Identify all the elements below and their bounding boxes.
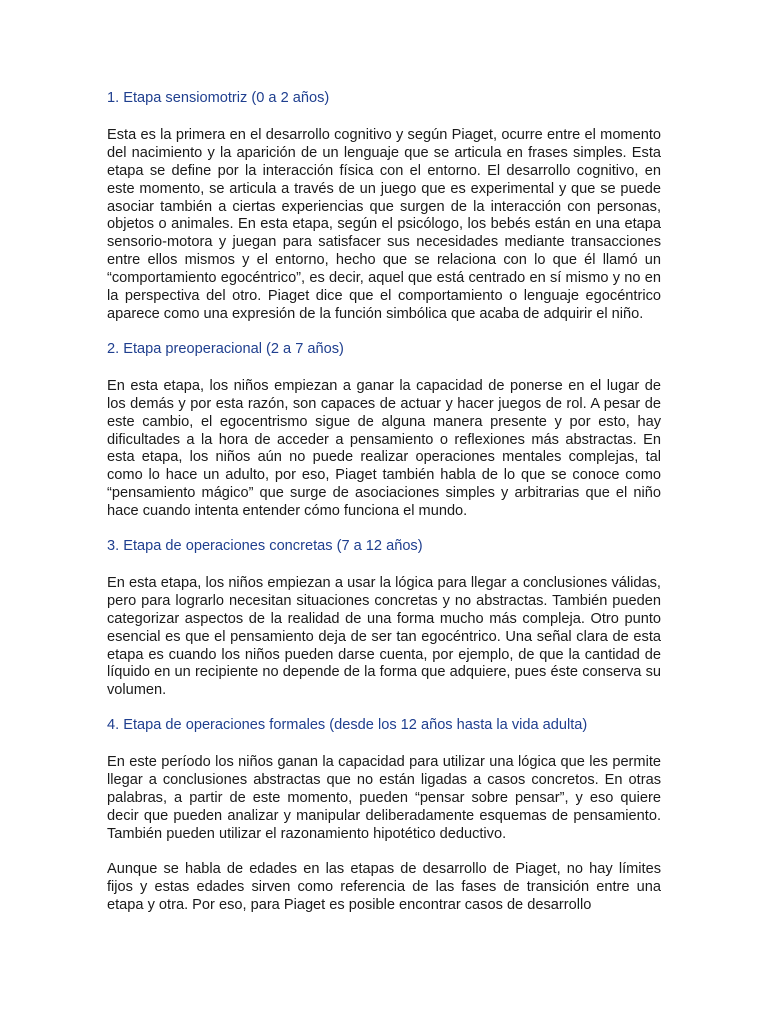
section-paragraph: En esta etapa, los niños empiezan a usar la lógica para llegar a conclusiones válidas, pero para lograrlo necesitan situaciones concretas y no abstractas. También pueden categorizar aspectos de la realidad de una forma mucho más compleja. Otro punto esencial es que el pensamiento deja de ser tan egocéntrico. Una señal clara de esta etapa es cuando los niños pueden darse cuenta, por ejemplo, de que la cantidad de líquido en un recipiente no depende de la forma que adquiere, pues éste conserva su volumen. [107, 574, 661, 699]
closing-paragraph: Aunque se habla de edades en las etapas de desarrollo de Piaget, no hay límites fijos y estas edades sirven como referencia de las fases de transición entre una etapa y otra. Por eso, para Piaget es posible encontrar casos de desarrollo [107, 860, 661, 913]
section-paragraph: En esta etapa, los niños empiezan a ganar la capacidad de ponerse en el lugar de los demás y por esta razón, son capaces de actuar y hacer juegos de rol. A pesar de este cambio, el egocentrismo sigue de alguna manera presente y por esto, hay dificultades a la hora de acceder a pensamiento o reflexiones más abstractas. En esta etapa, los niños aún no puede realizar operaciones mentales complejas, tal como lo hace un adulto, por eso, Piaget también habla de lo que se conoce como “pensamiento mágico” que surge de asociaciones simples y arbitrarias que el niño hace cuando intenta entender cómo funciona el mundo. [107, 377, 661, 520]
section-heading: 3. Etapa de operaciones concretas (7 a 12 años) [107, 538, 423, 555]
section-paragraph: En este período los niños ganan la capacidad para utilizar una lógica que les permite llegar a conclusiones abstractas que no están ligadas a casos concretos. En otras palabras, a partir de este momento, pueden “pensar sobre pensar”, y eso quiere decir que pueden analizar y manipular deliberadamente esquemas de pensamiento. También pueden utilizar el razonamiento hipotético deductivo. [107, 754, 661, 842]
section-heading: 1. Etapa sensiomotriz (0 a 2 años) [107, 90, 330, 106]
document-body [107, 90, 661, 914]
section-heading: 2. Etapa preoperacional (2 a 7 años) [107, 340, 344, 357]
section-paragraph: Esta es la primera en el desarrollo cognitivo y según Piaget, ocurre entre el momento del nacimiento y la aparición de un lenguaje que se articula en frases simples. Esta etapa se define por la interacción física con el entorno. El desarrollo cognitivo, en este momento, se articula a través de un juego que es experimental y que se puede asociar también a ciertas experiencias que surgen de la interacción con personas, objetos o animales. En esta etapa, según el psicólogo, los bebés están en una etapa sensorio-motora y juegan para satisfacer sus necesidades mediante transacciones entre ellos mismos y el entorno, hecho que se relaciona con lo que él llamó un “comportamiento egocéntrico”, es decir, aquel que está centrado en sí mismo y no en la perspectiva del otro. Piaget dice que el comportamiento o lenguaje egocéntrico aparece como una expresión de la función simbólica que acaba de adquirir el niño. [107, 126, 661, 322]
section-heading: 4. Etapa de operaciones formales (desde los 12 años hasta la vida adulta) [107, 717, 588, 734]
